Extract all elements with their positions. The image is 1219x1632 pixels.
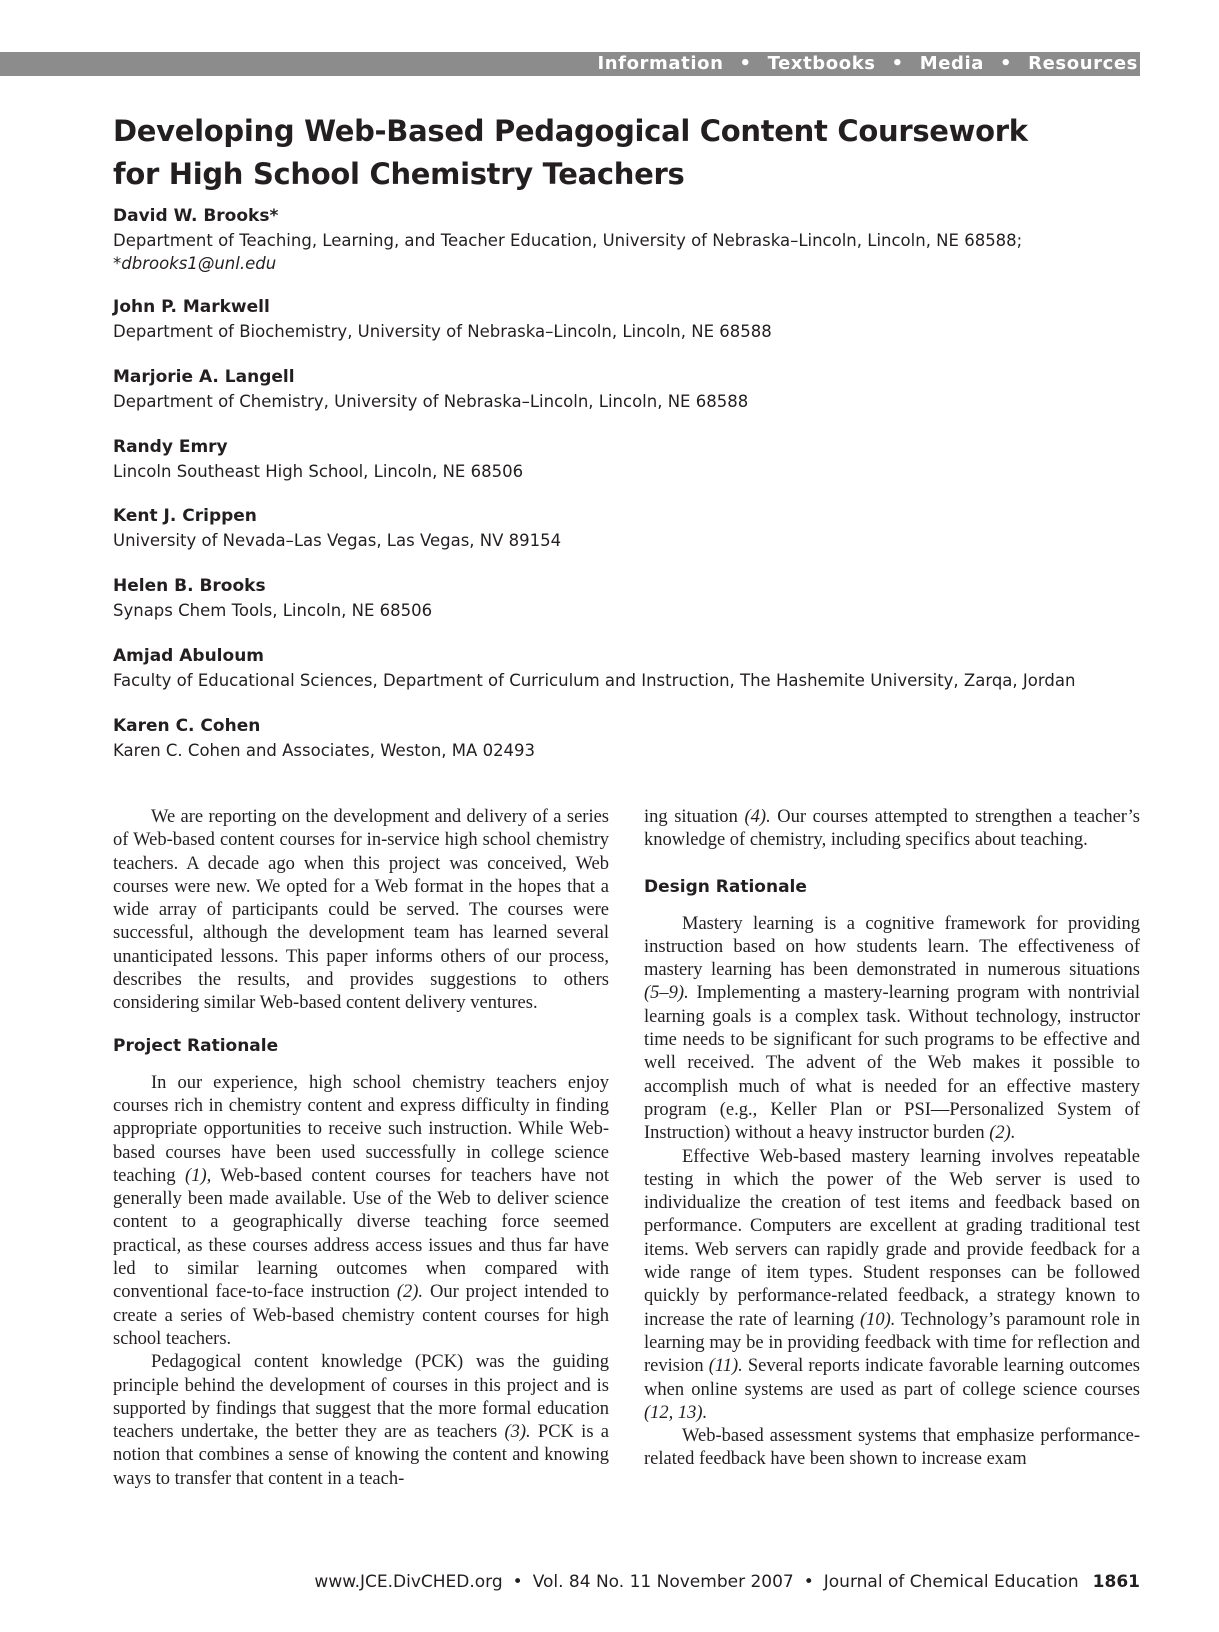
author-block (113, 203, 1113, 275)
citation: (10). (859, 1309, 896, 1330)
author-name: Helen B. Brooks (113, 576, 266, 596)
title-line-2: for High School Chemistry Teachers (113, 157, 685, 191)
author-affiliation: Lincoln Southeast High School, Lincoln, NE 68506 (113, 462, 524, 481)
left-column (113, 806, 609, 1491)
citation: (12, 13). (644, 1402, 708, 1423)
bullet-icon: • (803, 1572, 814, 1592)
author-name: Marjorie A. Langell (113, 367, 295, 387)
bullet-icon: • (512, 1572, 523, 1592)
body-paragraph: Mastery learning is a cognitive framework for providing instruction based on how students learn. The effectiveness of mastery learning has been demonstrated in numerous situations (5–9). Implementing a mastery-learning program with nontrivial learning goals is a complex task. Without technology, instructor time needs to be significant for such programs to be effective and well received. The advent of the Web makes it possible to accomplish much of what is needed for an effective mastery program (e.g., Keller Plan or PSI—Personalized System of Instruction) without a heavy instructor burden (2). (644, 913, 1140, 1144)
citation: (1), (185, 1165, 212, 1186)
footer-journal: Journal of Chemical Education (823, 1572, 1079, 1592)
citation: (4). (744, 807, 771, 827)
section-heading-project-rationale: Project Rationale (113, 1035, 279, 1056)
section-header-bar (0, 52, 1140, 76)
citation: (11). (708, 1356, 743, 1377)
author-affiliation: Karen C. Cohen and Associates, Weston, MA 02493 (113, 741, 536, 760)
header-item-media: Media (919, 53, 985, 74)
author-block (113, 294, 1113, 343)
author-name: Kent J. Crippen (113, 506, 257, 526)
citation: (2). (396, 1282, 424, 1303)
citation: (5–9). (644, 983, 689, 1004)
author-affiliation: Synaps Chem Tools, Lincoln, NE 68506 (113, 601, 433, 620)
author-block (113, 573, 1113, 622)
page-number: 1861 (1092, 1572, 1140, 1592)
author-name: Randy Emry (113, 437, 228, 457)
footer-issue: Vol. 84 No. 11 November 2007 (532, 1572, 794, 1592)
header-item-textbooks: Textbooks (767, 53, 876, 74)
citation: (3). (504, 1422, 531, 1443)
author-block (113, 364, 1113, 413)
citation: (2). (989, 1123, 1016, 1144)
author-email: *dbrooks1@unl.edu (113, 254, 277, 273)
author-block (113, 434, 1113, 483)
footer-website: www.JCE.DivCHED.org (314, 1572, 503, 1592)
page-footer (314, 1570, 1140, 1594)
body-paragraph: Effective Web-based mastery learning involves repeatable testing in which the power of the Web server is used to individualize the creation of test items and feedback based on performance. Computers are excellent at grading traditional test items. Web servers can rapidly grade and provide feedback for a wide range of item types. Student responses can be followed quickly by performance-related feedback, a strategy known to increase the rate of learning (10). Technology’s paramount role in learning may be in providing feedback with time for reflection and revision (11). Several reports indicate favorable learning outcomes when online systems are used as part of college science courses (12, 13). (644, 1146, 1141, 1423)
article-title (113, 110, 1113, 196)
author-affiliation: Faculty of Educational Sciences, Department of Curriculum and Instruction, The Hashemite University, Zarqa, Jordan (113, 671, 1076, 690)
author-affiliation: Department of Biochemistry, University of Nebraska–Lincoln, Lincoln, NE 68588 (113, 322, 772, 341)
body-paragraph: Pedagogical content knowledge (PCK) was the guiding principle behind the development of courses in this project and is supported by findings that suggest that the more formal education teachers undertake, the better they are as teachers (3). PCK is a notion that combines a sense of knowing the content and knowing ways to transfer that content in a teach- (113, 1352, 609, 1489)
author-name: Karen C. Cohen (113, 716, 261, 736)
header-item-resources: Resources (1028, 53, 1138, 74)
body-paragraph: Web-based assessment systems that emphasize performance-related feedback have been shown to increase exam (644, 1426, 1140, 1470)
bullet-icon: • (891, 53, 904, 74)
author-affiliation: University of Nevada–Las Vegas, Las Vegas, NV 89154 (113, 531, 562, 550)
right-column (644, 806, 1140, 1472)
author-name: John P. Markwell (113, 297, 270, 317)
author-name: Amjad Abuloum (113, 646, 265, 666)
author-block (113, 713, 1113, 762)
author-block (113, 643, 1113, 692)
header-item-information: Information (597, 53, 724, 74)
author-name: David W. Brooks* (113, 206, 279, 226)
bullet-icon: • (739, 53, 752, 74)
title-line-1: Developing Web-Based Pedagogical Content Coursework (113, 114, 1028, 148)
section-heading-design-rationale: Design Rationale (644, 876, 807, 897)
author-block (113, 503, 1113, 552)
bullet-icon: • (1000, 53, 1013, 74)
author-affiliation: Department of Chemistry, University of Nebraska–Lincoln, Lincoln, NE 68588 (113, 392, 749, 411)
body-paragraph: In our experience, high school chemistry teachers enjoy courses rich in chemistry content and express difficulty in finding appropriate opportunities to receive such instruction. While Web-based courses have been used successfully in college science teaching (1), Web-based content courses for teachers have not generally been made available. Use of the Web to deliver science content to a geographically diverse teaching force seemed practical, as these courses address access issues and thus far have led to similar learning outcomes when compared with conventional face-to-face instruction (2). Our project intended to create a series of Web-based chemistry content courses for high school teachers. (113, 1072, 610, 1349)
author-affiliation: Department of Teaching, Learning, and Teacher Education, University of Nebraska–Lincoln, Lincoln, NE 68588; (113, 231, 1023, 250)
body-paragraph: ing situation (4). Our courses attempted to strengthen a teacher’s knowledge of chemistry, including specifics about teaching. (644, 807, 1140, 851)
intro-paragraph: We are reporting on the development and delivery of a series of Web-based content courses for in-service high school chemistry teachers. A decade ago when this project was conceived, Web courses were new. We opted for a Web format in the hopes that a wide array of participants could be served. The courses were successful, although the development team has learned several unanticipated lessons. This paper informs others of our process, describes the results, and provides suggestions to others considering similar Web-based content delivery ventures. (113, 807, 609, 1014)
